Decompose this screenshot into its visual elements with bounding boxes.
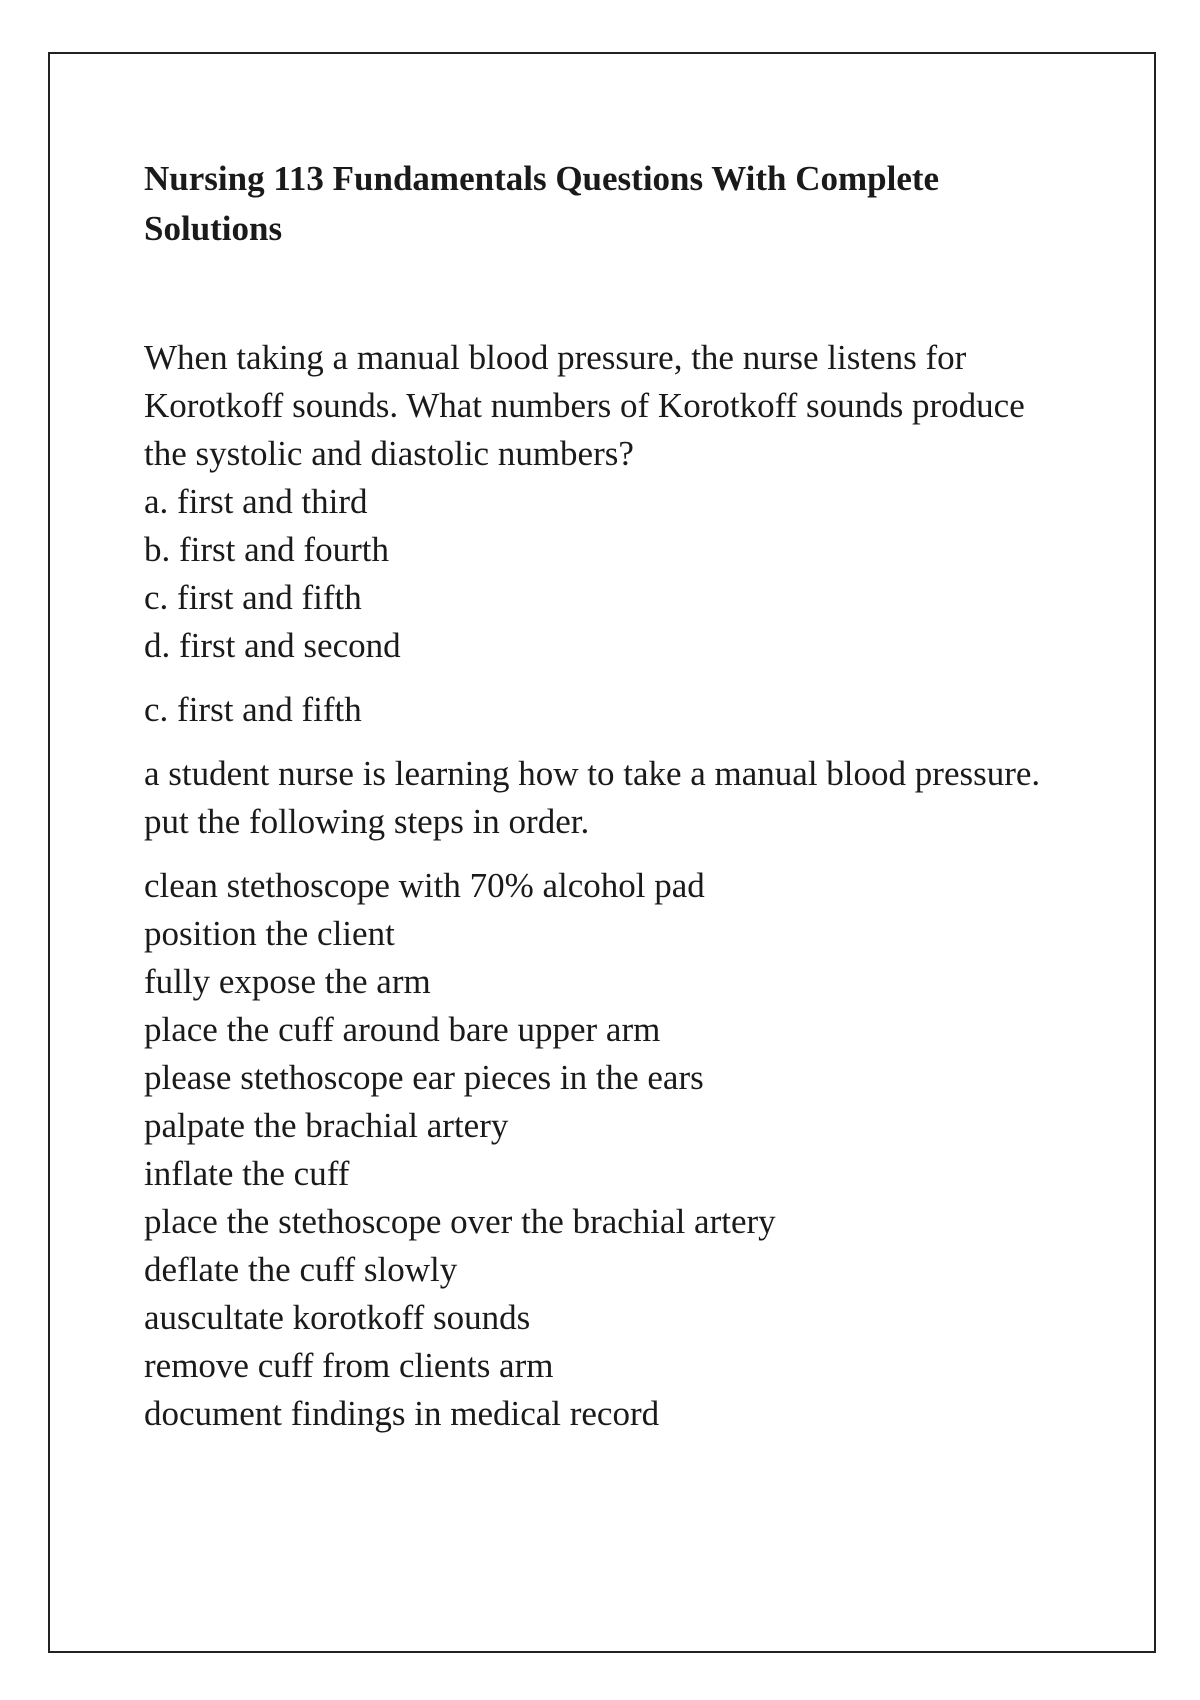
question-1 [144,334,1104,670]
question-1-answer [144,686,1104,734]
step-item: place the stethoscope over the brachial artery [144,1202,776,1241]
question-2-steps-list [144,862,1104,1438]
answer-text: c. first and fifth [144,690,362,729]
document-content [144,154,1104,1438]
question-2 [144,750,1104,846]
title-line: Solutions [144,209,283,248]
question-stem-line: the systolic and diastolic numbers? [144,434,634,473]
option-d: d. first and second [144,626,401,665]
title-line: Nursing 113 Fundamentals Questions With Complete [144,159,940,198]
step-item: place the cuff around bare upper arm [144,1010,661,1049]
step-item: clean stethoscope with 70% alcohol pad [144,866,705,905]
step-item: deflate the cuff slowly [144,1250,458,1289]
step-item: palpate the brachial artery [144,1106,509,1145]
question-stem-line: put the following steps in order. [144,802,590,841]
step-item: please stethoscope ear pieces in the ears [144,1058,704,1097]
option-c: c. first and fifth [144,578,362,617]
question-stem-line: When taking a manual blood pressure, the nurse listens for [144,338,967,377]
document-title [144,154,1104,254]
option-a: a. first and third [144,482,368,521]
step-item: auscultate korotkoff sounds [144,1298,531,1337]
step-item: document findings in medical record [144,1394,660,1433]
question-stem-line: a student nurse is learning how to take a manual blood pressure. [144,754,1041,793]
document-page [48,52,1156,1653]
step-item: inflate the cuff [144,1154,350,1193]
question-stem-line: Korotkoff sounds. What numbers of Korotkoff sounds produce [144,386,1025,425]
step-item: position the client [144,914,395,953]
step-item: fully expose the arm [144,962,431,1001]
option-b: b. first and fourth [144,530,389,569]
step-item: remove cuff from clients arm [144,1346,554,1385]
